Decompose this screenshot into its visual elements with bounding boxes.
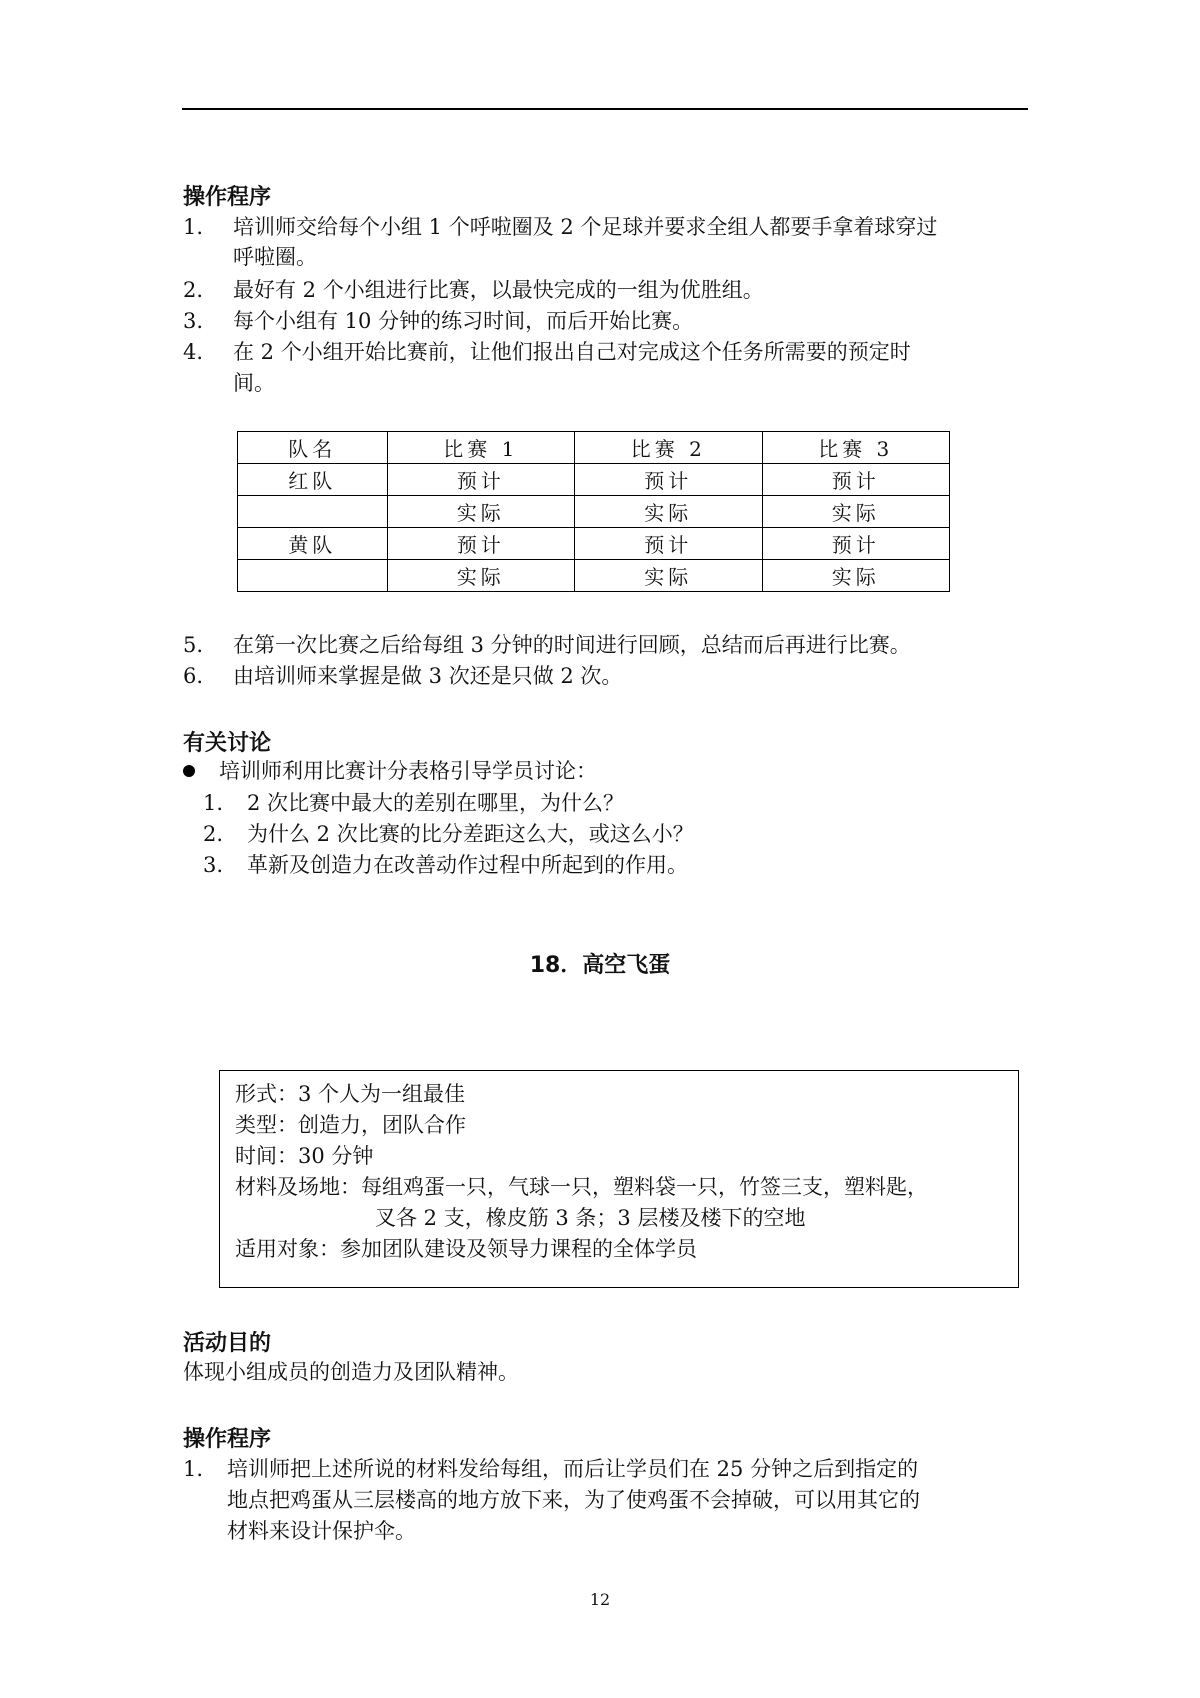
table-cell: 预计 <box>575 464 762 496</box>
game-info-box <box>219 1070 1019 1288</box>
goal-text: 体现小组成员的创造力及团队精神。 <box>183 1360 519 1384</box>
table-cell: 预计 <box>575 528 762 560</box>
table-cell: 预计 <box>387 528 574 560</box>
table-cell: 实际 <box>575 496 762 528</box>
proc-step-1-cont-2: 材料来设计保护伞。 <box>227 1519 416 1543</box>
step-5: 5. 在第一次比赛之后给每组 3 分钟的时间进行回顾，总结而后再进行比赛。 <box>183 633 911 657</box>
table-cell <box>238 560 388 592</box>
table-cell: 红队 <box>238 464 388 496</box>
table-header-row <box>238 432 950 464</box>
table-row <box>238 528 950 560</box>
discussion-item-1: 1. 2 次比赛中最大的差别在哪里，为什么？ <box>203 791 625 815</box>
info-materials: 材料及场地：每组鸡蛋一只，气球一只，塑料袋一只，竹签三支，塑料匙， <box>235 1175 928 1199</box>
info-time: 时间：30 分钟 <box>235 1144 374 1168</box>
table-row <box>238 560 950 592</box>
table-cell: 预计 <box>762 528 949 560</box>
section-heading-goal: 活动目的 <box>183 1331 272 1356</box>
section-heading-procedure: 操作程序 <box>183 185 272 210</box>
table-header-cell: 比赛 3 <box>762 432 949 464</box>
header-rule <box>182 108 1028 110</box>
table-header-cell: 比赛 2 <box>575 432 762 464</box>
step-4: 4. 在 2 个小组开始比赛前，让他们报出自己对完成这个任务所需要的预定时 <box>183 340 911 364</box>
table-cell <box>238 496 388 528</box>
table-cell: 实际 <box>575 560 762 592</box>
proc-step-1-cont: 地点把鸡蛋从三层楼高的地方放下来，为了使鸡蛋不会掉破，可以用其它的 <box>227 1488 920 1512</box>
discussion-item-3: 3. 革新及创造力在改善动作过程中所起到的作用。 <box>203 853 688 877</box>
game-title: 18．高空飞蛋 <box>529 953 671 978</box>
table-cell: 实际 <box>387 560 574 592</box>
bullet-icon <box>183 765 195 777</box>
step-1-cont: 呼啦圈。 <box>233 245 317 269</box>
step-4-cont: 间。 <box>233 371 275 395</box>
info-type: 类型：创造力，团队合作 <box>235 1113 466 1137</box>
table-header-cell: 队名 <box>238 432 388 464</box>
info-form: 形式：3 个人为一组最佳 <box>235 1082 466 1106</box>
page-number: 12 <box>589 1590 611 1609</box>
table-cell: 实际 <box>762 560 949 592</box>
step-2: 2. 最好有 2 个小组进行比赛，以最快完成的一组为优胜组。 <box>183 278 764 302</box>
section-heading-procedure-2: 操作程序 <box>183 1427 272 1452</box>
table-cell: 实际 <box>387 496 574 528</box>
step-1: 1. 培训师交给每个小组 1 个呼啦圈及 2 个足球并要求全组人都要手拿着球穿过 <box>183 215 938 239</box>
step-3: 3. 每个小组有 10 分钟的练习时间，而后开始比赛。 <box>183 309 694 333</box>
section-heading-discussion: 有关讨论 <box>183 731 272 756</box>
table-header-cell: 比赛 1 <box>387 432 574 464</box>
table-row <box>238 464 950 496</box>
info-materials-cont: 叉各 2 支，橡皮筋 3 条；3 层楼及楼下的空地 <box>375 1206 806 1230</box>
info-audience: 适用对象：参加团队建设及领导力课程的全体学员 <box>235 1237 697 1261</box>
table-cell: 实际 <box>762 496 949 528</box>
score-table <box>237 431 950 592</box>
step-6: 6. 由培训师来掌握是做 3 次还是只做 2 次。 <box>183 664 623 688</box>
table-cell: 黄队 <box>238 528 388 560</box>
table-cell: 预计 <box>387 464 574 496</box>
table-cell: 预计 <box>762 464 949 496</box>
discussion-bullet: 培训师利用比赛计分表格引导学员讨论： <box>183 756 597 786</box>
discussion-item-2: 2. 为什么 2 次比赛的比分差距这么大，或这么小？ <box>203 822 694 846</box>
table-row <box>238 496 950 528</box>
proc-step-1: 1. 培训师把上述所说的材料发给每组，而后让学员们在 25 分钟之后到指定的 <box>183 1457 919 1481</box>
